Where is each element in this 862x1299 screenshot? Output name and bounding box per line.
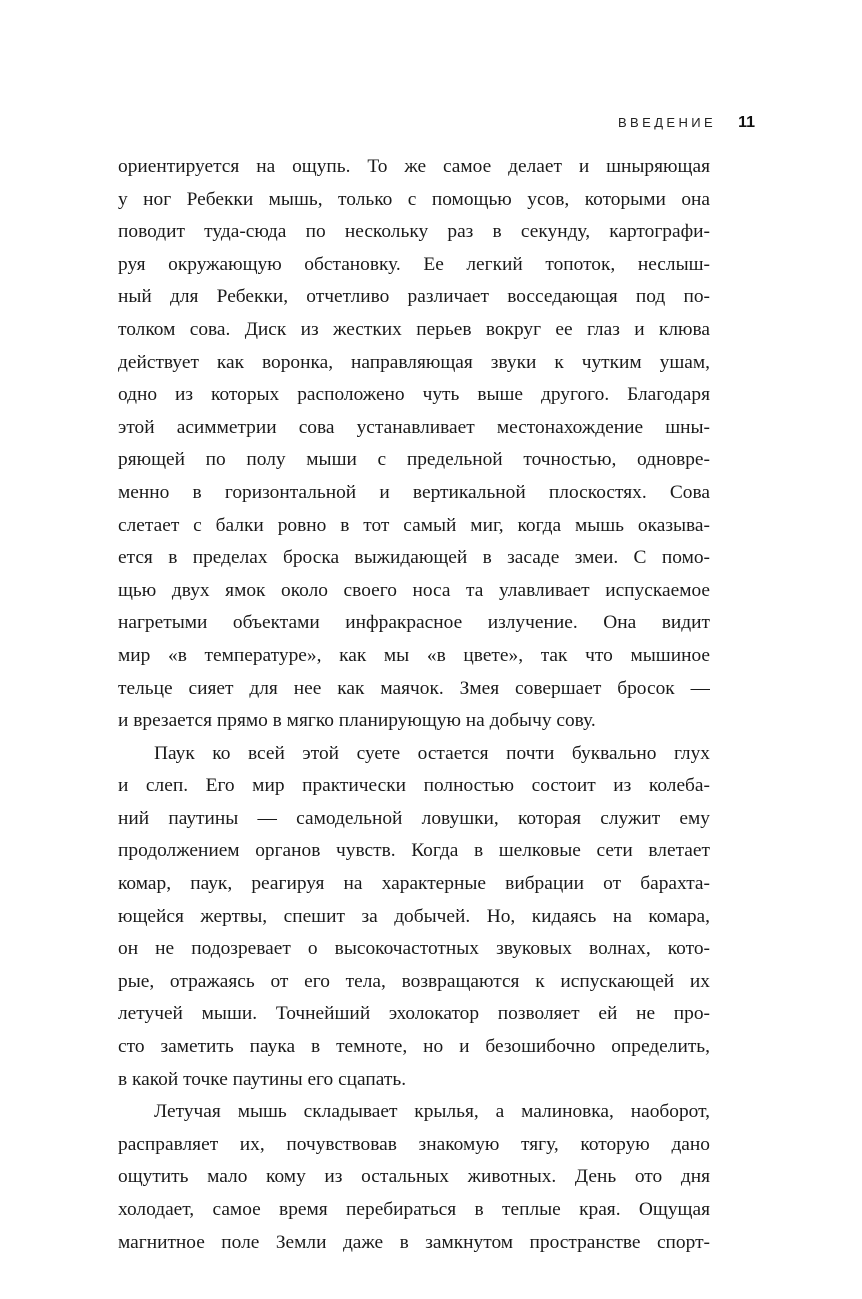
section-title: ВВЕДЕНИЕ bbox=[617, 115, 717, 130]
text-line: летучей мыши. Точнейший эхолокатор позволяет ей не про- bbox=[118, 1003, 710, 1025]
text-line: щью двух ямок около своего носа та улавливает испускаемое bbox=[118, 579, 710, 601]
text-line: слетает с балки ровно в тот самый миг, когда мышь оказыва- bbox=[118, 514, 710, 536]
text-line: толком сова. Диск из жестких перьев вокруг ее глаз и клюва bbox=[118, 318, 710, 340]
text-line: комар, паук, реагируя на характерные вибрации от барахта- bbox=[118, 873, 710, 895]
text-line: в какой точке паутины его сцапать. bbox=[118, 1068, 407, 1090]
text-line: ющейся жертвы, спешит за добычей. Но, кидаясь на комара, bbox=[118, 905, 710, 927]
text-line: холодает, самое время перебираться в теплые края. Ощущая bbox=[118, 1199, 710, 1220]
text-line: ряющей по полу мыши с предельной точностью, одновре- bbox=[118, 449, 710, 471]
text-line: расправляет их, почувствовав знакомую тягу, которую дано bbox=[118, 1133, 710, 1155]
running-head bbox=[618, 114, 755, 134]
text-line: Летучая мышь складывает крылья, а малиновка, наоборот, bbox=[154, 1101, 710, 1123]
text-line: продолжением органов чувств. Когда в шелковые сети влетает bbox=[118, 840, 710, 862]
body-text bbox=[118, 151, 710, 1259]
page-number: 11 bbox=[738, 114, 755, 131]
text-line: Паук ко всей этой суете остается почти буквально глух bbox=[154, 742, 710, 764]
text-line: магнитное поле Земли даже в замкнутом пространстве спорт- bbox=[118, 1231, 710, 1253]
text-line: ний паутины — самодельной ловушки, которая служит ему bbox=[118, 807, 710, 829]
text-line: одно из которых расположено чуть выше другого. Благодаря bbox=[118, 384, 710, 406]
text-line: ощутить мало кому из остальных животных. День ото дня bbox=[118, 1166, 710, 1188]
text-line: тельце сияет для нее как маячок. Змея совершает бросок — bbox=[118, 677, 710, 699]
text-line: руя окружающую обстановку. Ее легкий топоток, неслыш- bbox=[118, 253, 710, 275]
text-line: ется в пределах броска выжидающей в засаде змеи. С помо- bbox=[118, 547, 710, 569]
text-line: мир «в температуре», как мы «в цвете», так что мышиное bbox=[118, 644, 710, 666]
text-line: поводит туда-сюда по нескольку раз в секунду, картографи- bbox=[118, 221, 710, 243]
text-line: ориентируется на ощупь. То же самое делает и шныряющая bbox=[118, 156, 710, 177]
text-line: менно в горизонтальной и вертикальной плоскостях. Сова bbox=[118, 481, 710, 503]
text-line: он не подозревает о высокочастотных звуковых волнах, кото- bbox=[118, 938, 710, 960]
text-line: ный для Ребекки, отчетливо различает восседающая под по- bbox=[118, 286, 710, 308]
text-line: этой асимметрии сова устанавливает местонахождение шны- bbox=[118, 416, 710, 438]
text-line: и слеп. Его мир практически полностью состоит из колеба- bbox=[118, 775, 710, 797]
text-line: действует как воронка, направляющая звуки к чутким ушам, bbox=[118, 351, 710, 373]
text-line: рые, отражаясь от его тела, возвращаются к испускающей их bbox=[118, 970, 710, 992]
text-line: у ног Ребекки мышь, только с помощью усов, которыми она bbox=[118, 188, 710, 210]
text-line: нагретыми объектами инфракрасное излучение. Она видит bbox=[118, 612, 710, 634]
text-line: и врезается прямо в мягко планирующую на добычу сову. bbox=[118, 710, 596, 732]
text-line: сто заметить паука в темноте, но и безошибочно определить, bbox=[118, 1036, 710, 1058]
